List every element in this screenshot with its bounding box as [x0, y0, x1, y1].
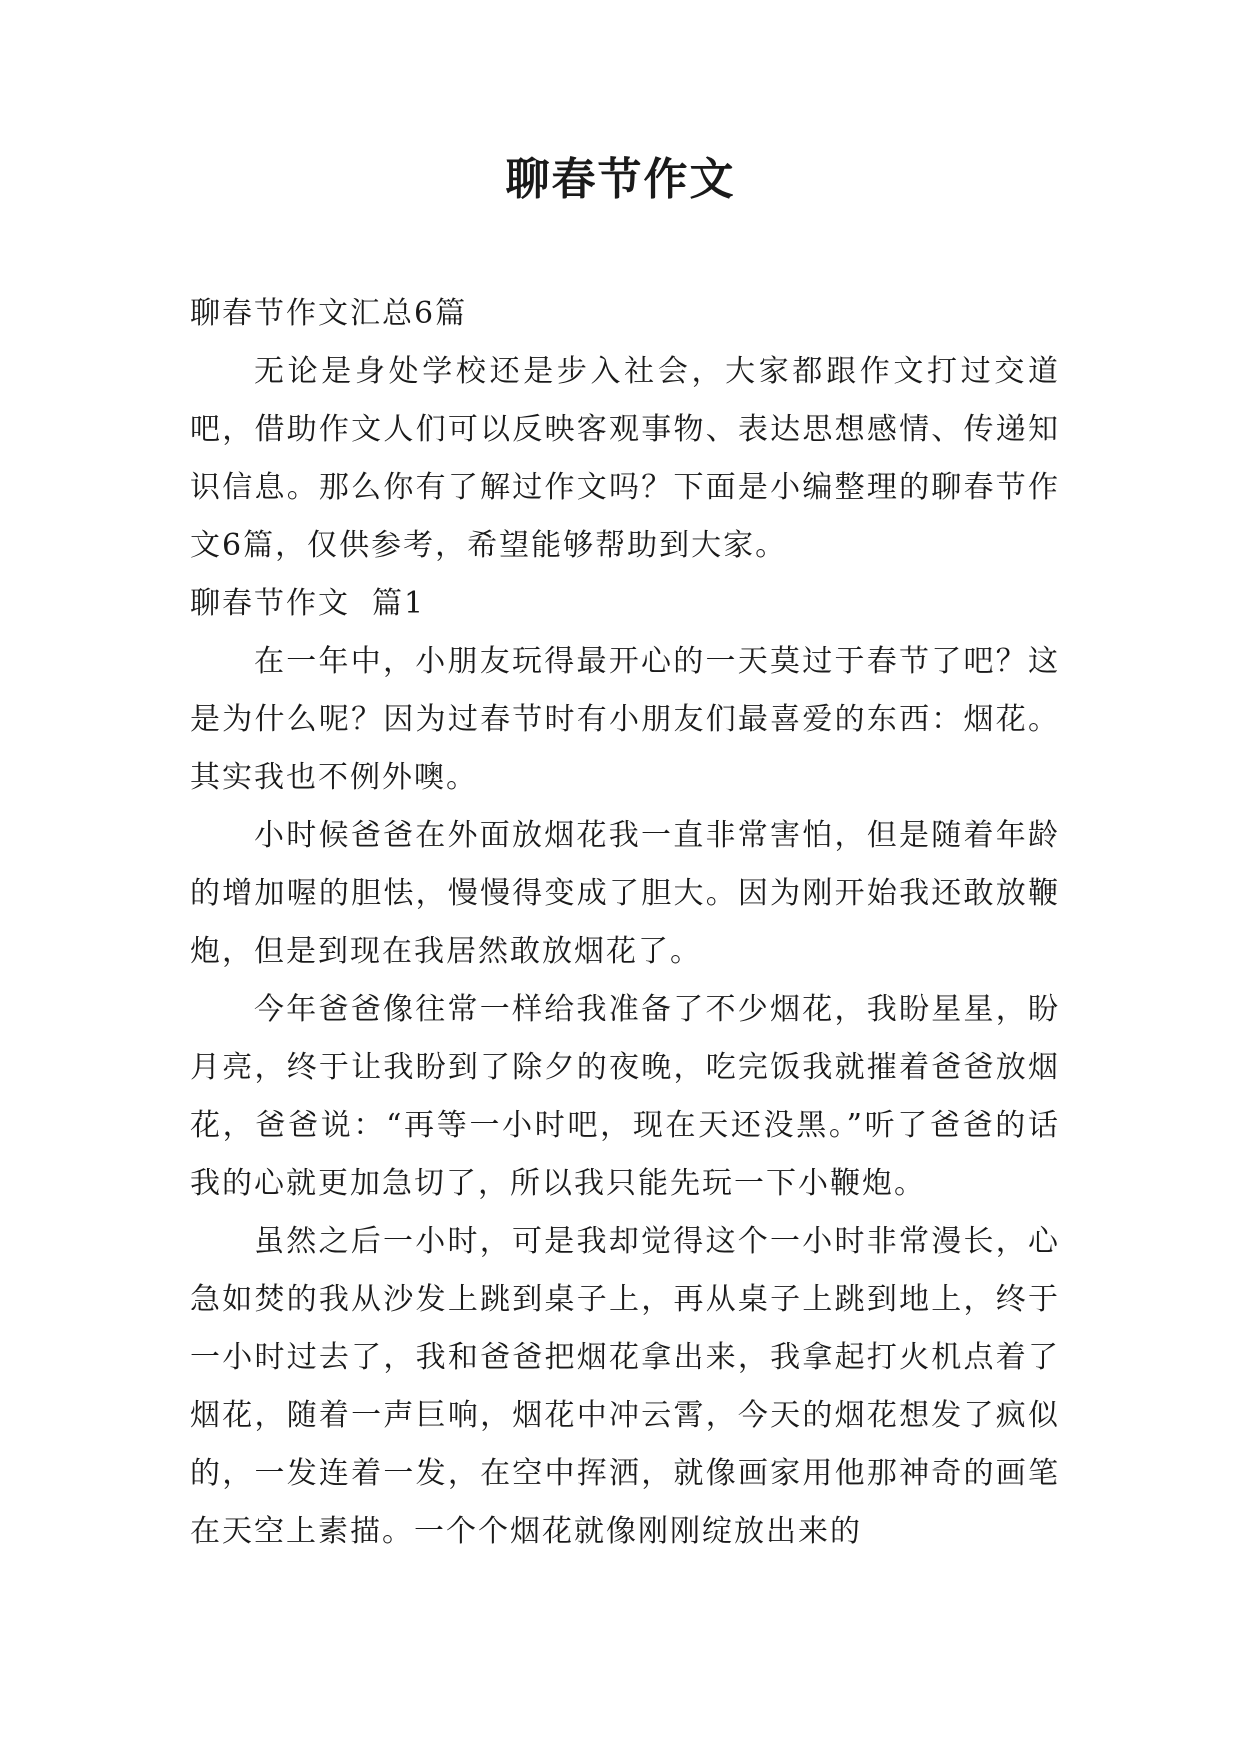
- essay-paragraph-2: 小时候爸爸在外面放烟花我一直非常害怕，但是随着年龄的增加喔的胆怯，慢慢得变成了胆大。因为刚开始我还敢放鞭炮，但是到现在我居然敢放烟花了。: [190, 818, 1060, 969]
- essay-paragraph-3: 今年爸爸像往常一样给我准备了不少烟花，我盼星星，盼月亮，终于让我盼到了除夕的夜晚，吃完饭我就摧着爸爸放烟花，爸爸说：“再等一小时吧，现在天还没黑。”听了爸爸的话我的心就更加急切了，所以我只能先玩一下小鞭炮。: [190, 992, 1060, 1201]
- essay-heading-number: 篇1: [372, 586, 426, 621]
- essay-paragraph-4: 虽然之后一小时，可是我却觉得这个一小时非常漫长，心急如焚的我从沙发上跳到桌子上，再从桌子上跳到地上，终于一小时过去了，我和爸爸把烟花拿出来，我拿起打火机点着了烟花，随着一声巨响，烟花中冲云霄，今天的烟花想发了疯似的，一发连着一发，在空中挥洒，就像画家用他那神奇的画笔在天空上素描。一个个烟花就像刚刚绽放出来的: [190, 1224, 1060, 1549]
- essay-heading: [190, 575, 1060, 633]
- document-subtitle: 聊春节作文汇总6篇: [190, 296, 468, 331]
- document-body: [190, 285, 1060, 1561]
- essay-heading-label: 聊春节作文: [190, 586, 350, 621]
- intro-paragraph: 无论是身处学校还是步入社会，大家都跟作文打过交道吧，借助作文人们可以反映客观事物、表达思想感情、传递知识信息。那么你有了解过作文吗？下面是小编整理的聊春节作文6篇，仅供参考，希望能够帮助到大家。: [190, 354, 1060, 563]
- document-title: 聊春节作文: [505, 154, 736, 205]
- essay-paragraph-1: 在一年中，小朋友玩得最开心的一天莫过于春节了吧？这是为什么呢？因为过春节时有小朋友们最喜爱的东西：烟花。其实我也不例外噢。: [190, 644, 1060, 795]
